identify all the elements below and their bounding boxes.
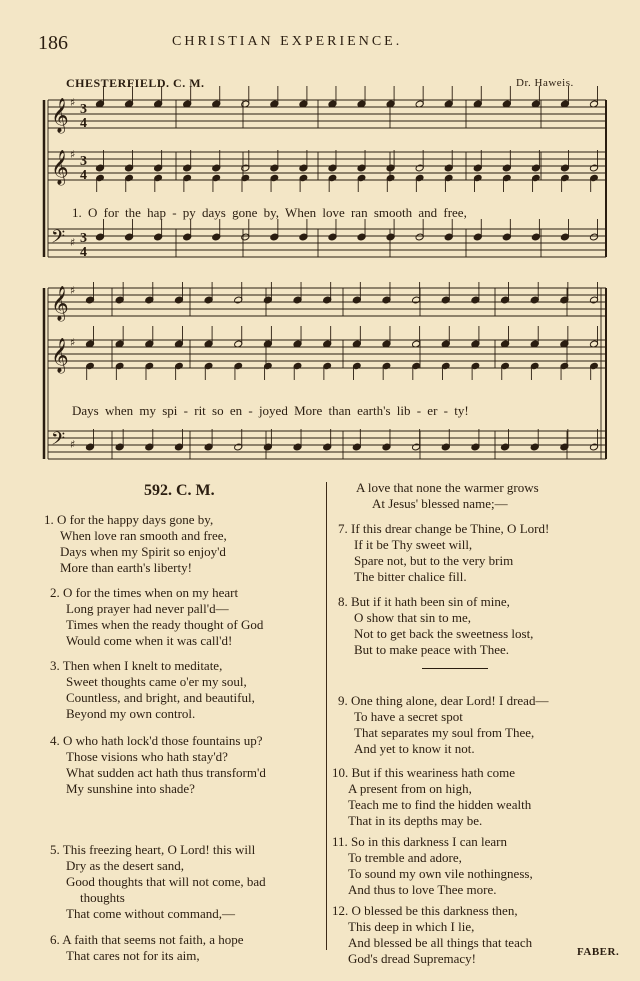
stanza-12 [332, 903, 532, 967]
svg-text:4: 4 [80, 245, 87, 260]
svg-text:♯: ♯ [70, 336, 76, 349]
stanza-line: God's dread Supremacy! [348, 951, 476, 966]
stanza-line: And thus to love Thee more. [348, 882, 497, 897]
stanza-line: To tremble and adore, [348, 850, 462, 865]
stanza-line: O show that sin to me, [354, 610, 471, 625]
stanza-line: And blessed be all things that teach [348, 935, 533, 950]
stanza-line: 2. O for the times when on my heart [50, 585, 239, 600]
stanza-line: To sound my own vile nothingness, [348, 866, 533, 881]
stanza-line: That separates my soul from Thee, [354, 725, 535, 740]
stanza-line: 5. This freezing heart, O Lord! this will [50, 842, 256, 857]
stanza-line: Teach me to find the hidden wealth [348, 797, 532, 812]
stanza-1 [44, 512, 227, 576]
stanza-line: My sunshine into shade? [66, 781, 195, 796]
stanza-5 [50, 842, 266, 922]
stanza-line: 10. But if this weariness hath come [332, 765, 516, 780]
stanza-line: What sudden act hath thus transform'd [66, 765, 266, 780]
svg-text:𝄞: 𝄞 [51, 286, 69, 321]
svg-text:3: 3 [80, 102, 87, 117]
column-divider [326, 482, 327, 950]
svg-text:3: 3 [80, 154, 87, 169]
svg-text:♯: ♯ [70, 96, 76, 109]
stanza-line: Sweet thoughts came o'er my soul, [66, 674, 247, 689]
author-credit: FABER. [577, 946, 620, 958]
section-divider [422, 668, 488, 669]
stanza-line: More than earth's liberty! [60, 560, 192, 575]
stanza-10 [332, 765, 531, 829]
stanza-line: That in its depths may be. [348, 813, 483, 828]
stanza-7 [338, 521, 549, 585]
stanza-line: Dry as the desert sand, [66, 858, 185, 873]
stanza-line: Would come when it was call'd! [66, 633, 233, 648]
stanza-line: Countless, and bright, and beautiful, [66, 690, 255, 705]
stanza-line: 12. O blessed be this darkness then, [332, 903, 518, 918]
stanza-line: A present from on high, [348, 781, 472, 796]
running-head: CHRISTIAN EXPERIENCE. [172, 34, 403, 49]
stanza-2 [50, 585, 263, 649]
svg-text:♯: ♯ [70, 284, 76, 297]
stanza-9 [338, 693, 548, 757]
stanza-line: The bitter chalice fill. [354, 569, 467, 584]
stanza-line: 11. So in this darkness I can learn [332, 834, 507, 849]
lyric-line-first-system: 1. O for the hap - py days gone by, When love ran smooth and free, [72, 205, 467, 220]
stanza-line: Times when the ready thought of God [66, 617, 264, 632]
stanza-line: A love that none the warmer grows [356, 480, 539, 495]
stanza-line: 8. But if it hath been sin of mine, [338, 594, 510, 609]
svg-text:♯: ♯ [70, 236, 76, 249]
stanza-line: 4. O who hath lock'd those fountains up? [50, 733, 263, 748]
stanza-11 [332, 834, 533, 898]
stanza-line: Spare not, but to the very brim [354, 553, 514, 568]
stanza-line: Those visions who hath stay'd? [66, 749, 228, 764]
stanza-line: If it be Thy sweet will, [354, 537, 473, 552]
svg-text:𝄞: 𝄞 [51, 338, 69, 373]
svg-text:♯: ♯ [70, 148, 76, 161]
page-number: 186 [38, 32, 68, 54]
composer-credit: Dr. Haweis. [516, 77, 574, 89]
svg-text:𝄞: 𝄞 [51, 98, 69, 133]
stanza-line: 9. One thing alone, dear Lord! I dread— [338, 693, 549, 708]
svg-text:𝄞: 𝄞 [51, 150, 69, 185]
stanza-6-continued [356, 480, 539, 512]
hymn-number: 592. C. M. [144, 482, 215, 499]
stanza-line: At Jesus' blessed name;— [372, 496, 508, 511]
svg-text:♯: ♯ [70, 438, 76, 451]
stanza-6-start [50, 932, 244, 964]
stanza-line: When love ran smooth and free, [60, 528, 227, 543]
stanza-line: 1. O for the happy days gone by, [44, 512, 214, 527]
stanza-8 [338, 594, 533, 658]
svg-text:𝄢: 𝄢 [51, 429, 66, 454]
stanza-line: 7. If this drear change be Thine, O Lord! [338, 521, 550, 536]
stanza-line: Beyond my own control. [66, 706, 196, 721]
stanza-line: Days when my Spirit so enjoy'd [60, 544, 226, 559]
stanza-line: 3. Then when I knelt to meditate, [50, 658, 223, 673]
stanza-line: thoughts [80, 890, 125, 905]
stanza-line: Good thoughts that will not come, bad [66, 874, 266, 889]
stanza-line: 6. A faith that seems not faith, a hope [50, 932, 244, 947]
svg-text:4: 4 [80, 116, 87, 131]
stanza-line: Long prayer had never pall'd— [66, 601, 229, 616]
svg-text:4: 4 [80, 168, 87, 183]
stanza-line: That cares not for its aim, [66, 948, 200, 963]
stanza-line: But to make peace with Thee. [354, 642, 509, 657]
svg-text:3: 3 [80, 231, 87, 246]
stanza-line: That come without command,— [66, 906, 235, 921]
stanza-line: Not to get back the sweetness lost, [354, 626, 534, 641]
stanza-3 [50, 658, 255, 722]
stanza-line: This deep in which I lie, [348, 919, 475, 934]
stanza-4 [50, 733, 266, 797]
tune-name: CHESTERFIELD. C. M. [66, 76, 205, 90]
stanza-line: To have a secret spot [354, 709, 463, 724]
music-notation [0, 0, 640, 470]
stanza-line: And yet to know it not. [354, 741, 475, 756]
svg-text:𝄢: 𝄢 [51, 227, 66, 252]
lyric-line-second-system: Days when my spi - rit so en - joyed More than earth's lib - er - ty! [72, 403, 469, 418]
